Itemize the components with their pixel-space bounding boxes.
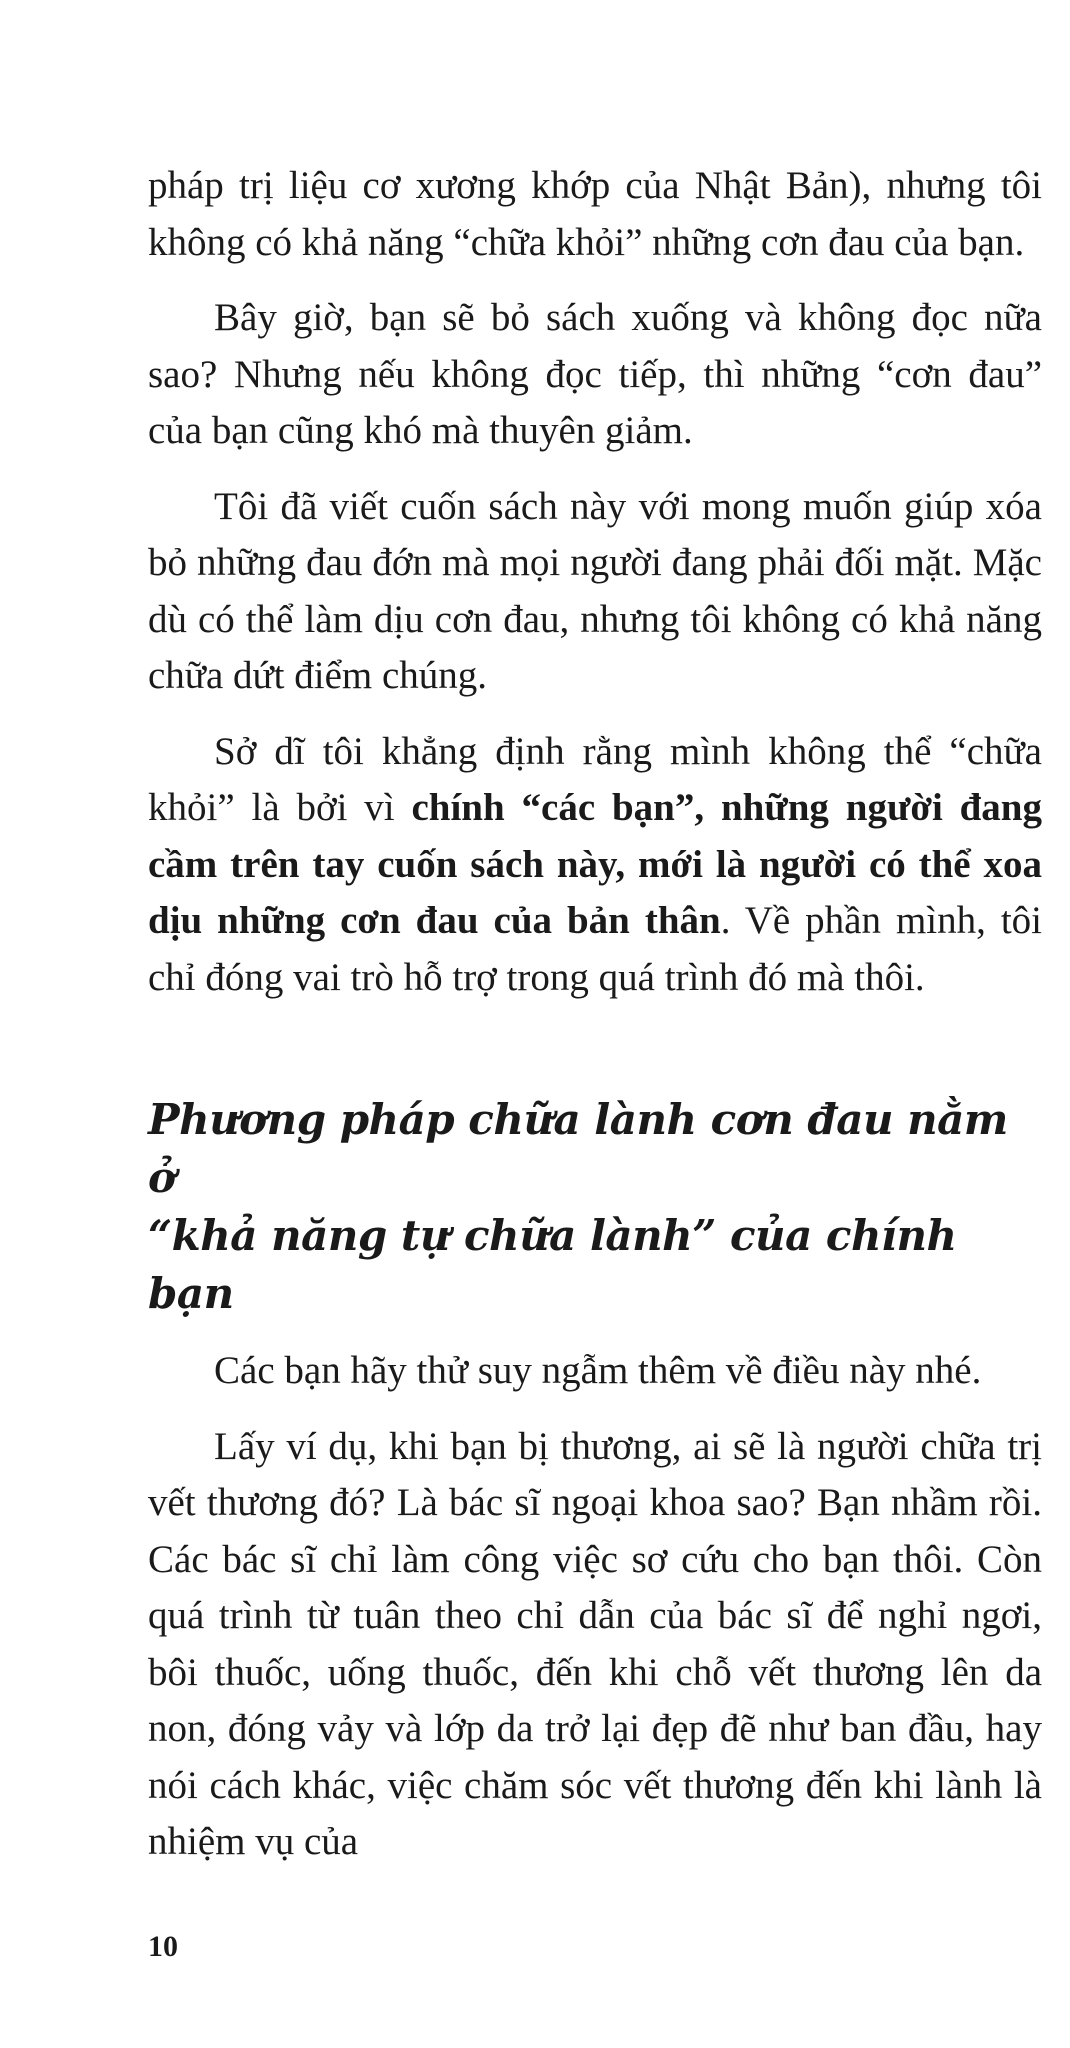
paragraph-4-bold: chính “các bạn”, những người đang cầm trên tay cuốn sách này, mới là người có thể xoa dịu những cơn đau của bản thân [148, 786, 1042, 942]
section-heading [148, 1091, 1042, 1323]
section-heading-line-1: Phương pháp chữa lành cơn đau nằm ở [148, 1095, 1008, 1202]
paragraph-4-end: . Về phần mình, tôi chỉ đóng vai trò hỗ trợ trong quá trình đó mà thôi. [148, 899, 1043, 999]
paragraph-2: Bây giờ, bạn sẽ bỏ sách xuống và không đọc nữa sao? Nhưng nếu không đọc tiếp, thì những “cơn đau” của bạn cũng khó mà thuyên giảm. [148, 296, 1042, 452]
paragraph-4 [148, 724, 1042, 1007]
paragraph-3: Tôi đã viết cuốn sách này với mong muốn giúp xóa bỏ những đau đớn mà mọi người đang phải đối mặt. Mặc dù có thể làm dịu cơn đau, nhưng tôi không có khả năng chữa dứt điểm chúng. [148, 484, 1042, 697]
paragraph-5: Các bạn hãy thử suy ngẫm thêm về điều này nhé. [214, 1349, 982, 1392]
section-heading-line-2: “khả năng tự chữa lành” của chính bạn [148, 1211, 957, 1318]
page-body [148, 158, 1042, 1890]
paragraph-6: Lấy ví dụ, khi bạn bị thương, ai sẽ là người chữa trị vết thương đó? Là bác sĩ ngoại khoa sao? Bạn nhầm rồi. Các bác sĩ chỉ làm công việc sơ cứu cho bạn thôi. Còn quá trình từ tuân theo chỉ dẫn của bác sĩ để nghỉ ngơi, bôi thuốc, uống thuốc, đến khi chỗ vết thương lên da non, đóng vảy và lớp da trở lại đẹp đẽ như ban đầu, hay nói cách khác, việc chăm sóc vết thương đến khi lành là nhiệm vụ của [148, 1424, 1042, 1863]
paragraph-1: pháp trị liệu cơ xương khớp của Nhật Bản), nhưng tôi không có khả năng “chữa khỏi” những cơn đau của bạn. [148, 164, 1042, 264]
paragraph-4-start: Sở dĩ tôi khẳng định rằng mình không thể “chữa khỏi” là bởi vì [148, 729, 1042, 829]
page-number: 10 [148, 1930, 178, 1963]
